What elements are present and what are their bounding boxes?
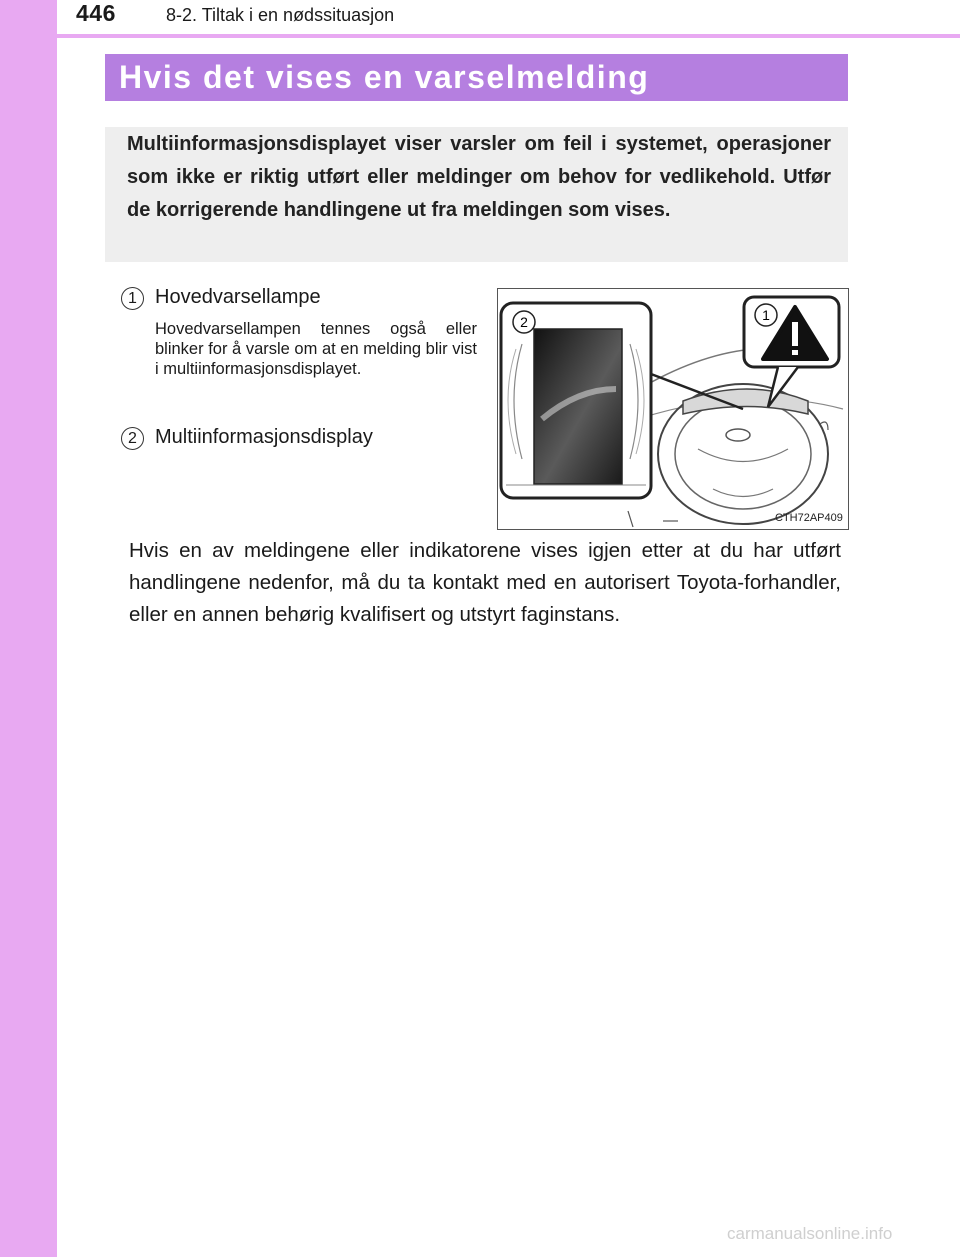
closing-text: Hvis en av meldingene eller indikatorene vises igjen etter at du har utført handlingene nedenfor, må du ta kontakt med en autorisert Toyota-forhandler, eller en annen behørig kvalifisert og utstyrt faginstans. <box>129 539 841 626</box>
item-1-title: Hovedvarsellampe <box>155 286 321 308</box>
figure-callout-1-label: 1 <box>762 307 770 323</box>
item-1-description: Hovedvarsellampen tennes også eller blinker for å varsle om at en melding blir vist i multiinformasjonsdisplayet. <box>155 320 477 378</box>
watermark: carmanualsonline.info <box>727 1224 893 1243</box>
intro-box <box>105 127 848 262</box>
figure-callout-1 <box>755 304 777 326</box>
figure-callout-2-label: 2 <box>520 314 528 330</box>
page-number: 446 <box>76 0 116 26</box>
section-title: Hvis det vises en varselmelding <box>119 59 650 95</box>
item-2-number: 2 <box>121 427 144 450</box>
chapter-title: 8-2. Tiltak i en nødssituasjon <box>166 5 395 25</box>
figure-code: CTH72AP409 <box>775 512 843 524</box>
figure-callout-2 <box>513 311 535 333</box>
intro-text: Multiinformasjonsdisplayet viser varsler om feil i systemet, operasjoner som ikke er riktig utført eller meldinger om behov for vedlikehold. Utfør de korrigerende handlingene ut fra meldingen som vises. <box>127 133 831 221</box>
page-side-band <box>0 0 57 1257</box>
dashboard-illustration <box>498 289 848 529</box>
header-rule <box>57 34 960 38</box>
item-1-number: 1 <box>121 287 144 310</box>
section-banner <box>105 54 848 101</box>
dashboard-figure <box>497 288 849 530</box>
item-2-title: Multiinformasjonsdisplay <box>155 426 373 448</box>
